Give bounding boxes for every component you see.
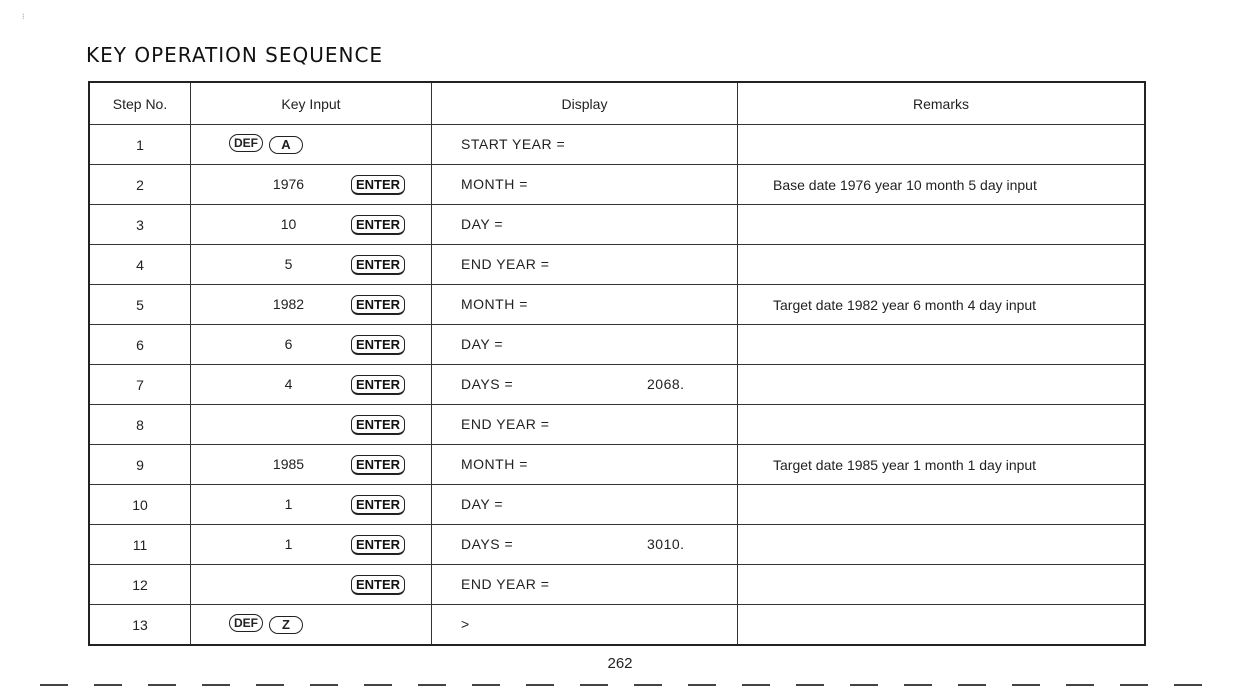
step-number: 13 xyxy=(89,605,191,646)
dash-segment xyxy=(526,684,554,686)
step-number: 12 xyxy=(89,565,191,605)
bottom-dash-rule xyxy=(40,684,1210,687)
dash-segment xyxy=(418,684,446,686)
key-input-value: 1976 xyxy=(272,176,305,192)
key-input-cell xyxy=(191,525,432,565)
enter-key-icon: ENTER xyxy=(351,255,405,275)
page-title: KEY OPERATION SEQUENCE xyxy=(86,43,384,67)
step-number: 1 xyxy=(89,125,191,165)
dash-segment xyxy=(850,684,878,686)
step-number: 11 xyxy=(89,525,191,565)
table-row xyxy=(89,365,1145,405)
page-speck: ⁝ xyxy=(22,12,25,21)
remarks-text: Target date 1982 year 6 month 4 day input xyxy=(773,296,1037,313)
display-label: MONTH = xyxy=(461,456,528,472)
remarks-cell xyxy=(738,445,1146,485)
page-number: 262 xyxy=(607,655,633,672)
dash-segment xyxy=(634,684,662,686)
remarks-cell xyxy=(738,245,1146,285)
enter-key-icon: ENTER xyxy=(351,335,405,355)
table-row xyxy=(89,285,1145,325)
display-cell xyxy=(432,605,738,646)
display-label: DAY = xyxy=(461,496,504,512)
table-row xyxy=(89,325,1145,365)
step-number: 3 xyxy=(89,205,191,245)
enter-key-icon: ENTER xyxy=(351,375,405,395)
key-input-cell xyxy=(191,245,432,285)
remarks-cell xyxy=(738,525,1146,565)
remarks-text xyxy=(738,377,773,393)
key-input-cell xyxy=(191,125,432,165)
table-row xyxy=(89,485,1145,525)
header-key-input: Key Input xyxy=(191,82,432,125)
letter-key-icon: Z xyxy=(269,616,303,634)
dash-segment xyxy=(40,684,68,686)
enter-key-icon: ENTER xyxy=(351,215,405,235)
step-number: 5 xyxy=(89,285,191,325)
key-input-cell xyxy=(191,565,432,605)
display-label: MONTH = xyxy=(461,176,528,192)
dash-segment xyxy=(1066,684,1094,686)
key-input-cell xyxy=(191,205,432,245)
enter-key-icon: ENTER xyxy=(351,175,405,195)
enter-key-icon: ENTER xyxy=(351,415,405,435)
remarks-text xyxy=(738,577,773,593)
remarks-text: Target date 1985 year 1 month 1 day input xyxy=(773,456,1037,473)
display-cell xyxy=(432,165,738,205)
key-sequence-table xyxy=(88,81,1146,646)
dash-segment xyxy=(1174,684,1202,686)
step-number: 8 xyxy=(89,405,191,445)
table-row xyxy=(89,565,1145,605)
display-label: END YEAR = xyxy=(461,576,550,592)
dash-segment xyxy=(472,684,500,686)
key-input-value: 1 xyxy=(284,536,293,552)
display-label: END YEAR = xyxy=(461,416,550,432)
key-input-cell xyxy=(191,485,432,525)
remarks-cell xyxy=(738,605,1146,646)
dash-segment xyxy=(202,684,230,686)
table-row xyxy=(89,525,1145,565)
remarks-cell xyxy=(738,565,1146,605)
remarks-cell xyxy=(738,165,1146,205)
dash-segment xyxy=(364,684,392,686)
display-cell xyxy=(432,405,738,445)
display-cell xyxy=(432,525,738,565)
key-input-value: 4 xyxy=(284,376,293,392)
display-label: END YEAR = xyxy=(461,256,550,272)
display-cell xyxy=(432,365,738,405)
display-label: DAYS = xyxy=(461,536,514,552)
display-label: DAY = xyxy=(461,336,504,352)
remarks-text xyxy=(738,417,773,433)
key-input-value: 6 xyxy=(284,336,293,352)
table-row xyxy=(89,405,1145,445)
remarks-cell xyxy=(738,285,1146,325)
table-row xyxy=(89,245,1145,285)
remarks-cell xyxy=(738,205,1146,245)
key-input-cell xyxy=(191,605,432,646)
display-cell xyxy=(432,565,738,605)
dash-segment xyxy=(742,684,770,686)
display-label: START YEAR = xyxy=(461,136,566,152)
table-row xyxy=(89,605,1145,646)
display-cell xyxy=(432,445,738,485)
header-step: Step No. xyxy=(89,82,191,125)
enter-key-icon: ENTER xyxy=(351,295,405,315)
key-input-value: 1982 xyxy=(272,296,305,312)
remarks-cell xyxy=(738,485,1146,525)
dash-segment xyxy=(904,684,932,686)
header-remarks: Remarks xyxy=(738,82,1146,125)
display-cell xyxy=(432,325,738,365)
key-input-cell xyxy=(191,325,432,365)
display-value: 3010. xyxy=(647,536,685,552)
remarks-cell xyxy=(738,365,1146,405)
key-input-value: 1985 xyxy=(272,456,305,472)
step-number: 10 xyxy=(89,485,191,525)
table-row xyxy=(89,165,1145,205)
def-key-icon: DEF xyxy=(229,134,263,152)
remarks-cell xyxy=(738,325,1146,365)
dash-segment xyxy=(94,684,122,686)
display-label: DAY = xyxy=(461,216,504,232)
remarks-cell xyxy=(738,125,1146,165)
dash-segment xyxy=(148,684,176,686)
remarks-text xyxy=(738,537,773,553)
enter-key-icon: ENTER xyxy=(351,575,405,595)
display-label: MONTH = xyxy=(461,296,528,312)
remarks-cell xyxy=(738,405,1146,445)
display-cell xyxy=(432,245,738,285)
key-input-cell xyxy=(191,365,432,405)
letter-key-icon: A xyxy=(269,136,303,154)
remarks-text xyxy=(738,137,773,153)
table-header-row xyxy=(89,82,1145,125)
step-number: 2 xyxy=(89,165,191,205)
key-input-value: 10 xyxy=(280,216,297,232)
display-label: DAYS = xyxy=(461,376,514,392)
step-number: 6 xyxy=(89,325,191,365)
dash-segment xyxy=(796,684,824,686)
enter-key-icon: ENTER xyxy=(351,495,405,515)
dash-segment xyxy=(1012,684,1040,686)
display-cell xyxy=(432,285,738,325)
remarks-text: Base date 1976 year 10 month 5 day input xyxy=(773,176,1037,193)
table-row xyxy=(89,205,1145,245)
remarks-text xyxy=(738,617,773,633)
enter-key-icon: ENTER xyxy=(351,535,405,555)
key-input-cell xyxy=(191,405,432,445)
key-input-value: 5 xyxy=(284,256,293,272)
dash-segment xyxy=(310,684,338,686)
table-row xyxy=(89,445,1145,485)
display-cell xyxy=(432,205,738,245)
dash-segment xyxy=(958,684,986,686)
display-value: 2068. xyxy=(647,376,685,392)
dash-segment xyxy=(1120,684,1148,686)
remarks-text xyxy=(738,217,773,233)
key-input-cell xyxy=(191,445,432,485)
enter-key-icon: ENTER xyxy=(351,455,405,475)
step-number: 4 xyxy=(89,245,191,285)
def-key-icon: DEF xyxy=(229,614,263,632)
step-number: 7 xyxy=(89,365,191,405)
dash-segment xyxy=(256,684,284,686)
display-label: > xyxy=(461,616,470,632)
key-input-cell xyxy=(191,285,432,325)
remarks-text xyxy=(738,257,773,273)
remarks-text xyxy=(738,497,773,513)
table-row xyxy=(89,125,1145,165)
dash-segment xyxy=(688,684,716,686)
remarks-text xyxy=(738,337,773,353)
step-number: 9 xyxy=(89,445,191,485)
key-input-value: 1 xyxy=(284,496,293,512)
display-cell xyxy=(432,125,738,165)
header-display: Display xyxy=(432,82,738,125)
key-input-cell xyxy=(191,165,432,205)
display-cell xyxy=(432,485,738,525)
dash-segment xyxy=(580,684,608,686)
